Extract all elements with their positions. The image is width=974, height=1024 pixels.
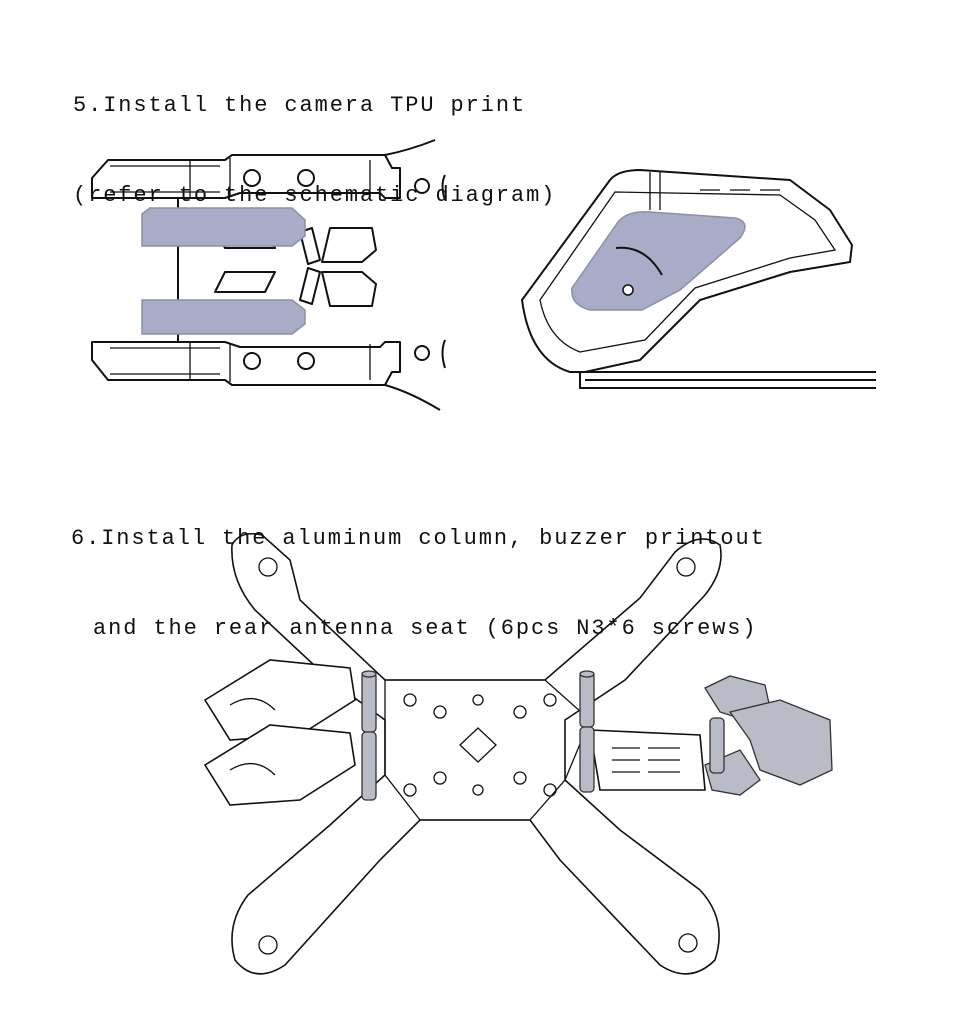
step-6-line-2: and the rear antenna seat (6pcs N3*6 screws) [93, 616, 758, 641]
tpu-block-upper [142, 208, 305, 246]
camera-mount-side-view [522, 170, 876, 388]
tpu-camera-piece [572, 212, 745, 310]
step-6-line-1: 6.Install the aluminum column, buzzer printout [71, 526, 766, 551]
step-6-title [71, 464, 766, 704]
step-5-line-2: (refer to the schematic diagram) [73, 183, 557, 208]
frame-front-top-view [92, 140, 445, 410]
step-5-line-1: 5.Install the camera TPU print [73, 93, 527, 118]
tpu-block-lower [142, 300, 305, 334]
